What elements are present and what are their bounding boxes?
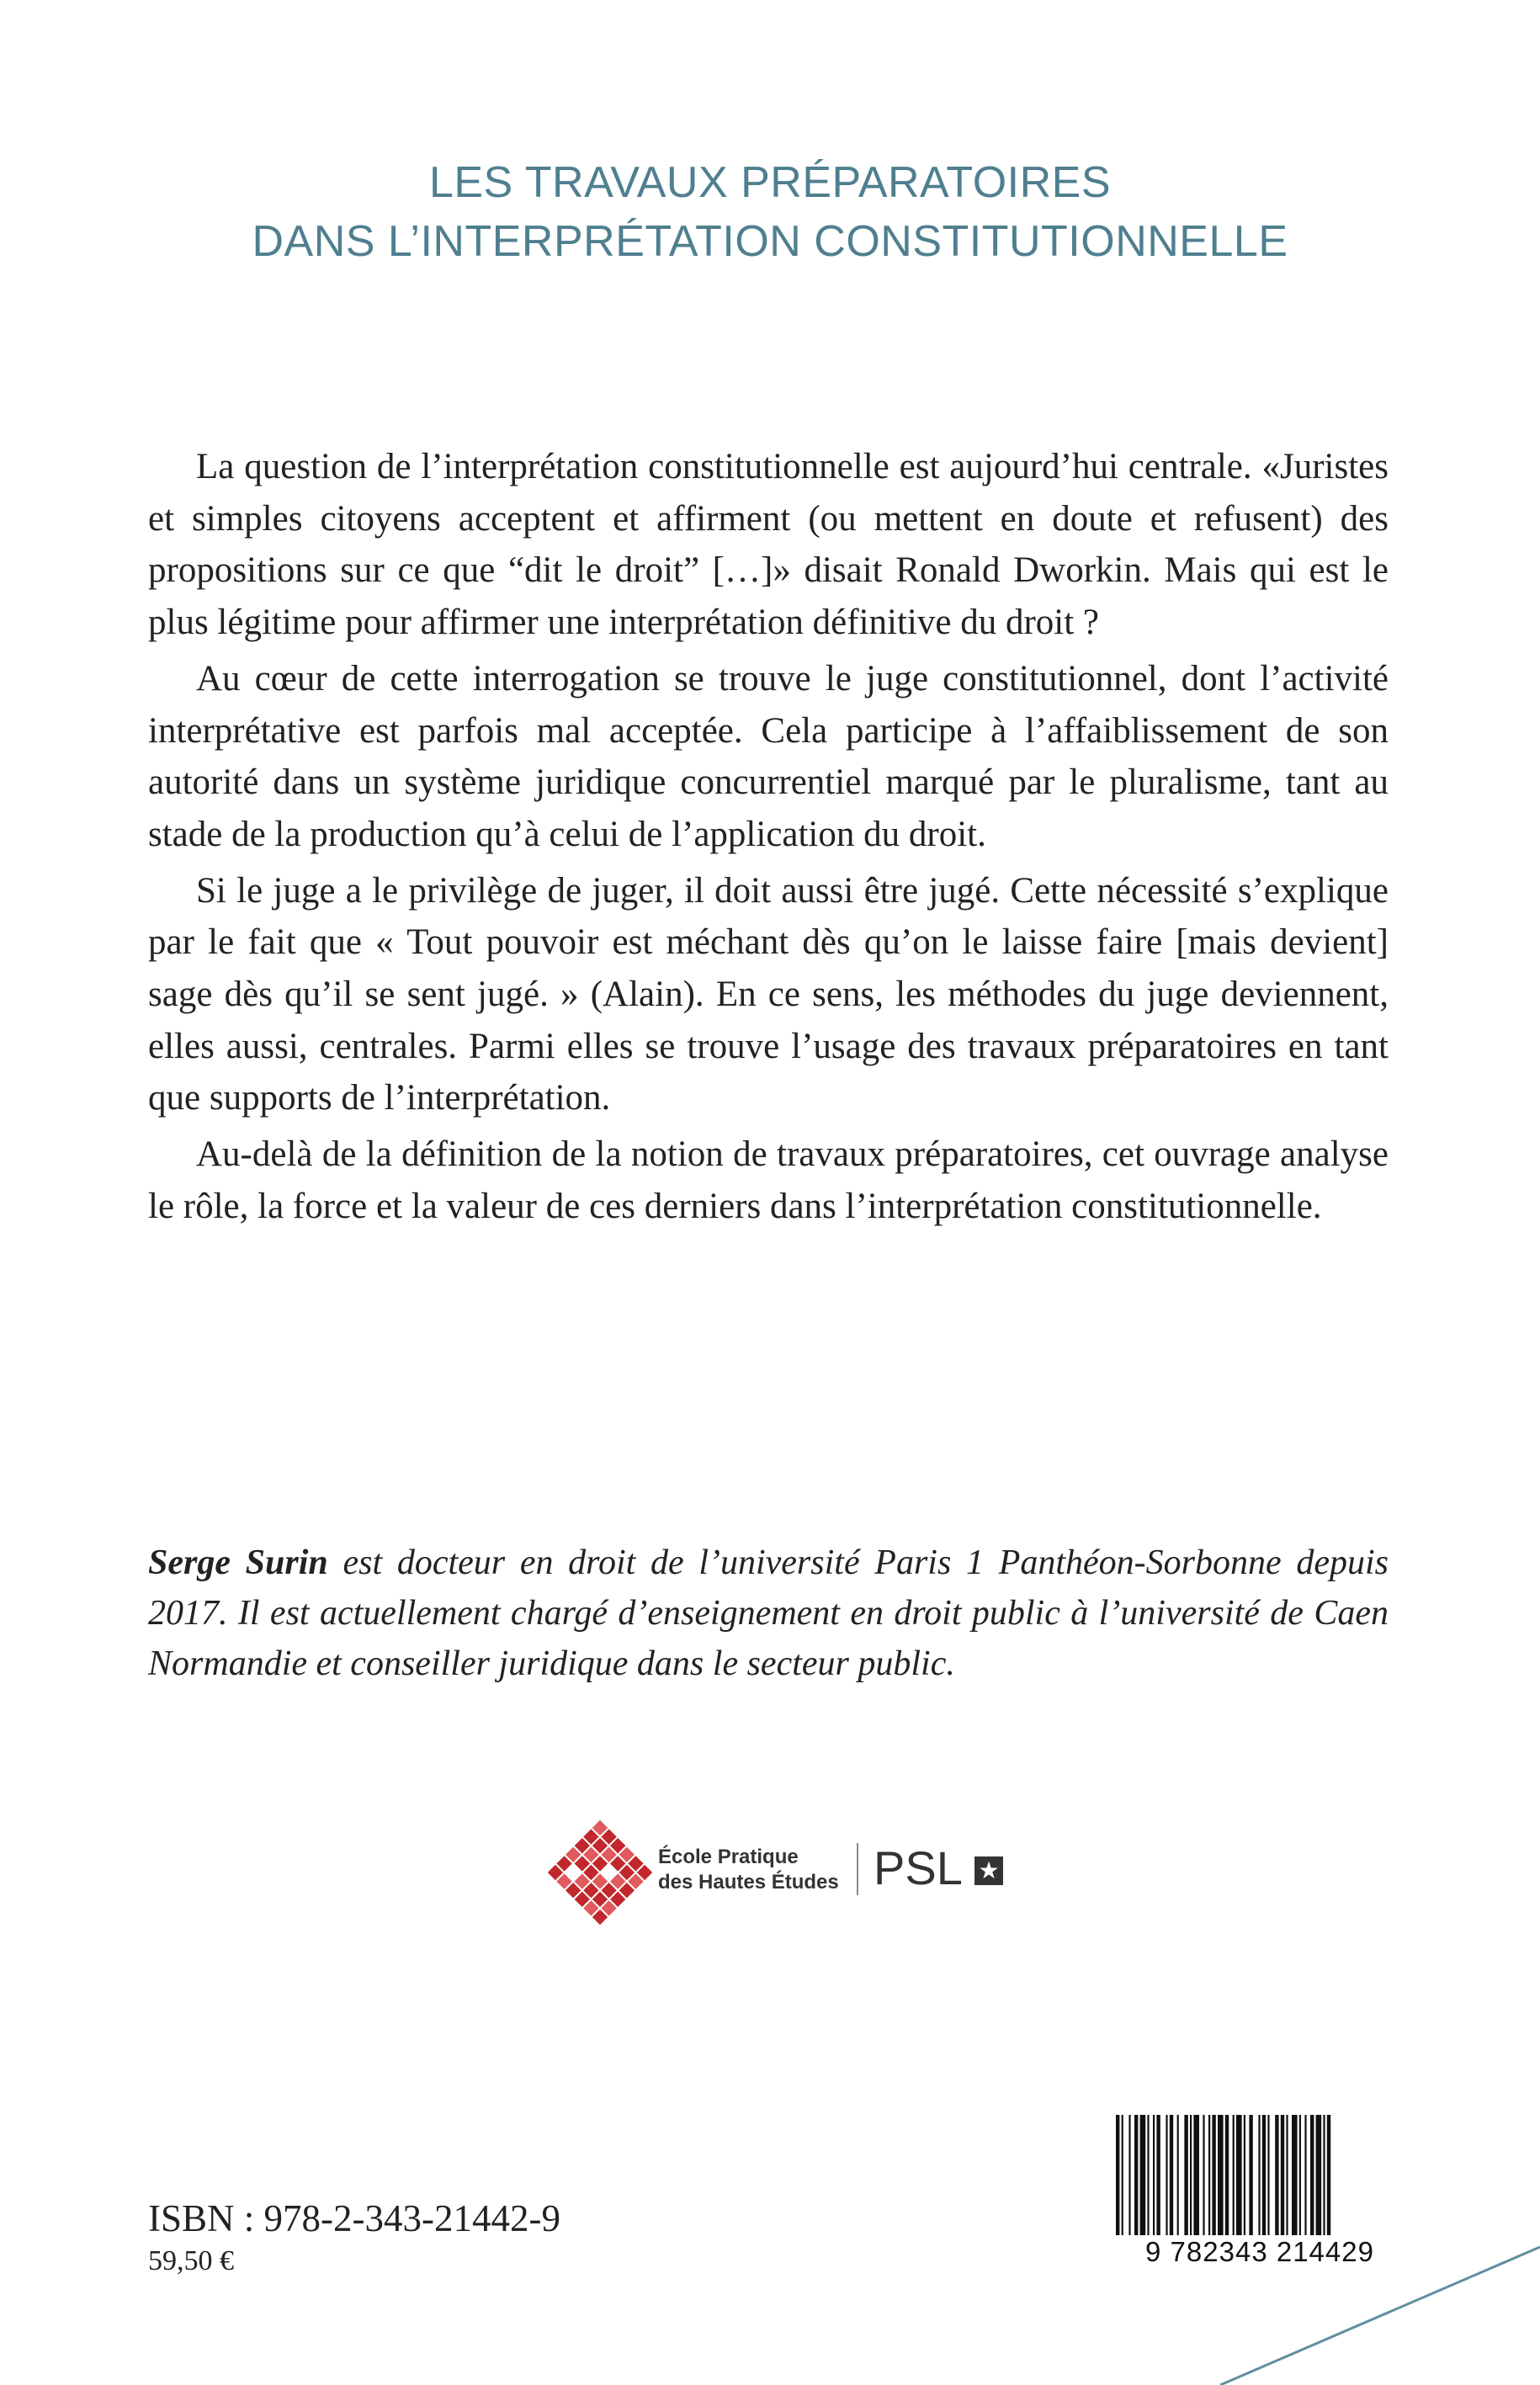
barcode-number: 9 782343 214429 [1104, 2235, 1415, 2269]
title-line-1: LES TRAVAUX PRÉPARATOIRES [428, 158, 1112, 207]
blurb-paragraph-1: La question de l’interprétation constitutionnelle est aujourd’hui centrale. «Juristes et simples citoyens acceptent et affirment (ou mettent en doute et refusent) des propositions sur ce que “dit le droit” […]» disait Ronald Dworkin. Mais qui est le plus légitime pour affirmer une interprétation définitive du droit ? [148, 447, 1389, 643]
blurb-paragraph-4: Au-delà de la définition de la notion de travaux préparatoires, cet ouvrage analyse le rôle, la force et la valeur de ces derniers dans l’interprétation constitutionnelle. [148, 1134, 1389, 1226]
blurb [148, 441, 1389, 1237]
psl-logo-text: PSL [874, 1841, 963, 1894]
school-name-line-2: des Hautes Études [658, 1871, 839, 1894]
school-name [658, 1845, 839, 1895]
author-bio-text: est docteur en droit de l’université Paris 1 Panthéon-Sorbonne depuis 2017. Il est actuellement chargé d’enseignement en droit public à l’université de Caen Normandie et conseiller juridique dans le secteur public. [148, 1543, 1389, 1683]
psl-star-icon: ★ [974, 1856, 1003, 1885]
publisher-logo [545, 1818, 1017, 1936]
blurb-paragraph-3: Si le juge a le privilège de juger, il doit aussi être jugé. Cette nécessité s’explique par le fait que « Tout pouvoir est méchant dès qu’on le laisse faire [mais devient] sage dès qu’il se sent jugé. » (Alain). En ce sens, les méthodes du juge deviennent, elles aussi, centrales. Parmi elles se trouve l’usage des travaux préparatoires en tant que supports de l’interprétation. [148, 870, 1389, 1118]
isbn: ISBN : 978-2-343-21442-9 [148, 2197, 560, 2239]
book-title [0, 153, 1540, 271]
school-name-line-1: École Pratique [658, 1846, 799, 1868]
price: 59,50 € [148, 2245, 234, 2276]
blurb-paragraph-2: Au cœur de cette interrogation se trouve le juge constitutionnel, dont l’activité interprétative est parfois mal acceptée. Cela participe à l’affaiblissement de son autorité dans un système juridique concurrentiel marqué par le pluralisme, tant au stade de la production qu’à celui de l’application du droit. [148, 658, 1389, 854]
title-line-2: DANS L’INTERPRÉTATION CONSTITUTIONNELLE [252, 217, 1288, 266]
author-name: Serge Surin [148, 1543, 328, 1582]
author-bio [148, 1538, 1389, 1689]
ephe-logo-icon [545, 1818, 655, 1927]
decorative-accent-line [1220, 2188, 1540, 2385]
logo-divider [857, 1843, 858, 1895]
